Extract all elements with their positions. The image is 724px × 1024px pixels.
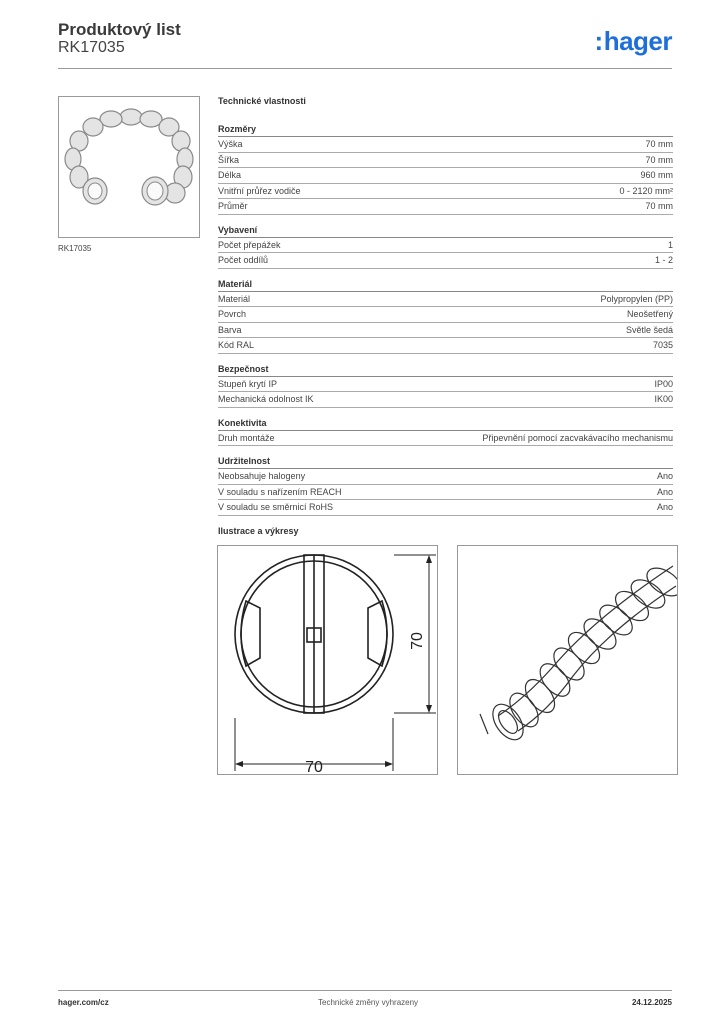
spec-value: Ano — [656, 502, 673, 512]
spec-label: Materiál — [218, 293, 251, 304]
spec-value: 1 — [667, 239, 673, 250]
spec-row — [218, 485, 673, 501]
width-dimension: 70 — [305, 759, 323, 774]
spec-value: 70 mm — [645, 201, 673, 211]
specs-title: Technické vlastnosti — [218, 96, 306, 106]
height-dimension: 70 — [409, 632, 426, 650]
spec-value: 1 - 2 — [654, 255, 673, 265]
group-equipment — [218, 223, 673, 269]
spec-value: 0 - 2120 mm² — [619, 185, 673, 196]
spec-label: Stupeň krytí IP — [218, 378, 278, 389]
spec-label: Šířka — [218, 154, 240, 165]
product-image — [58, 96, 200, 238]
spec-value: Polypropylen (PP) — [600, 293, 673, 304]
illustrations-title: Ilustrace a výkresy — [218, 526, 299, 536]
spec-row — [218, 338, 673, 354]
group-title: Konektivita — [218, 416, 673, 431]
spec-row — [218, 392, 673, 408]
image-caption: RK17035 — [58, 244, 92, 253]
group-title: Rozměry — [218, 122, 673, 137]
perspective-drawing — [457, 545, 678, 775]
spec-row — [218, 137, 673, 153]
hager-logo: :hager — [594, 26, 672, 56]
spec-value: 70 mm — [645, 139, 673, 149]
specs-section — [218, 96, 673, 524]
spec-row — [218, 500, 673, 516]
group-connectivity — [218, 416, 673, 447]
footer-date: 24.12.2025 — [631, 998, 672, 1007]
page-title: Produktový list — [58, 20, 181, 39]
product-code: RK17035 — [58, 39, 125, 56]
spec-label: Počet oddílů — [218, 255, 269, 265]
footer-divider — [58, 990, 672, 991]
spec-label: Vnitřní průřez vodiče — [218, 185, 301, 196]
spec-value: Neošetřený — [626, 309, 673, 319]
spec-row — [218, 153, 673, 169]
spec-label: Počet přepážek — [218, 239, 281, 250]
group-material — [218, 277, 673, 354]
group-safety — [218, 362, 673, 408]
group-title: Vybavení — [218, 223, 673, 238]
spec-value: Připevnění pomocí zacvakávacího mechanismu — [482, 432, 673, 443]
spec-row — [218, 323, 673, 339]
spec-row — [218, 184, 673, 200]
header-divider — [58, 68, 672, 69]
spec-label: V souladu s nařízením REACH — [218, 486, 342, 497]
spec-row — [218, 431, 673, 447]
group-title: Materiál — [218, 277, 673, 292]
spec-value: IP00 — [654, 378, 673, 389]
spec-label: Barva — [218, 324, 242, 335]
spec-value: 7035 — [652, 340, 673, 350]
spec-label: Délka — [218, 170, 242, 180]
group-title: Udržitelnost — [218, 454, 673, 469]
spec-value: 960 mm — [640, 170, 673, 180]
spec-row — [218, 199, 673, 215]
spec-value: Ano — [656, 486, 673, 497]
spec-label: Druh montáže — [218, 432, 275, 443]
spec-label: Kód RAL — [218, 340, 255, 350]
group-sustainability — [218, 454, 673, 516]
spec-row — [218, 168, 673, 184]
spec-label: Průměr — [218, 201, 248, 211]
spec-label: Neobsahuje halogeny — [218, 471, 306, 481]
spec-row — [218, 238, 673, 254]
spec-row — [218, 292, 673, 308]
spec-row — [218, 253, 673, 269]
spec-value: Světle šedá — [625, 324, 673, 335]
group-dimensions — [218, 122, 673, 215]
spec-value: IK00 — [654, 394, 673, 404]
spec-label: Výška — [218, 139, 243, 149]
spec-value: Ano — [656, 471, 673, 481]
footer-disclaimer: Technické změny vyhrazeny — [318, 998, 419, 1007]
group-title: Bezpečnost — [218, 362, 673, 377]
spec-value: 70 mm — [645, 154, 673, 165]
spec-row — [218, 469, 673, 485]
dimension-drawing — [217, 545, 438, 775]
spec-label: V souladu se směrnicí RoHS — [218, 502, 334, 512]
spec-label: Mechanická odolnost IK — [218, 394, 314, 404]
spec-row — [218, 377, 673, 393]
spec-label: Povrch — [218, 309, 247, 319]
spec-row — [218, 307, 673, 323]
footer-website: hager.com/cz — [58, 998, 109, 1007]
